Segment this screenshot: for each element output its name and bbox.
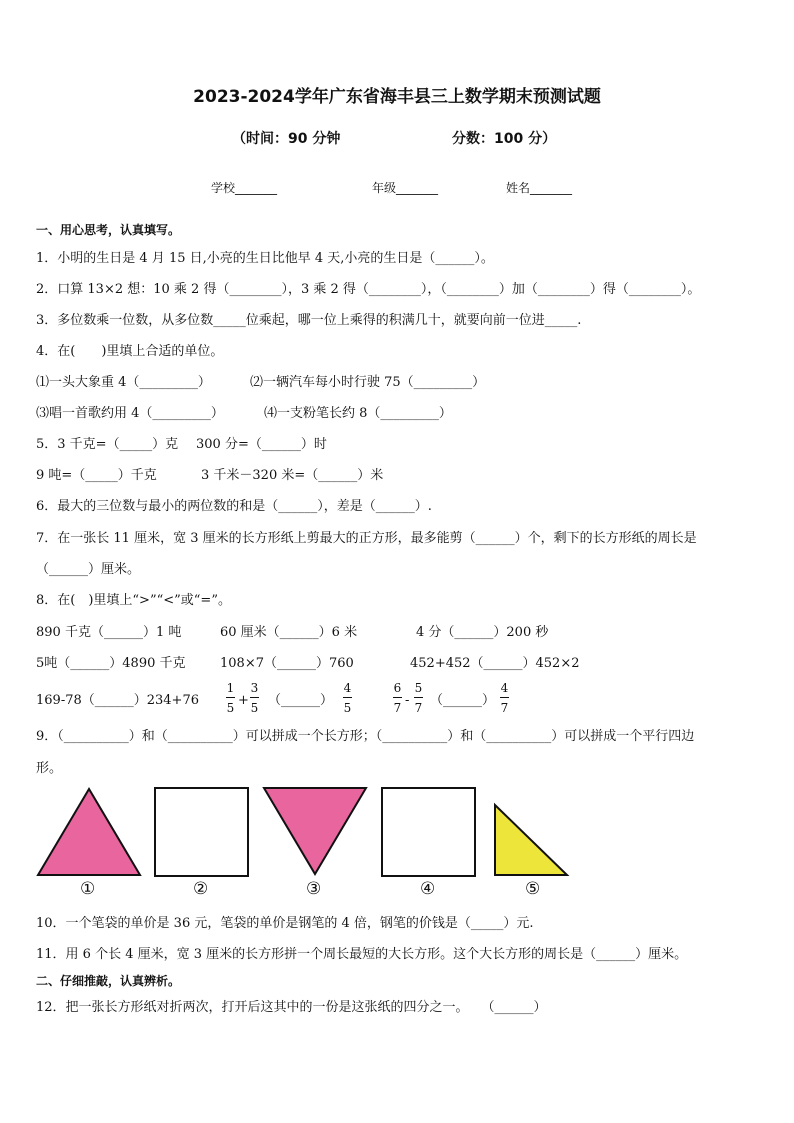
compare-item-5: 108×7（______）760: [220, 656, 354, 671]
shape-label-5: ⑤: [525, 879, 541, 899]
question-12: 12．把一张长方形纸对折两次，打开后这其中的一份是这张纸的四分之一。 （______）: [36, 1000, 547, 1015]
shape-label-2: ②: [193, 879, 209, 899]
shape-2-square: [155, 788, 248, 876]
question-4-part-3: ⑶唱一首歌约用 4（_________）: [36, 406, 224, 421]
question-5-part-1: 5．3 千克=（_____）克: [36, 437, 179, 452]
name-field: 姓名_______: [506, 181, 573, 195]
fraction-4-7: 4 7: [500, 681, 509, 715]
question-3: 3．多位数乘一位数，从多位数_____位乘起，哪一位上乘得的积满几十，就要向前一位进_____.: [36, 313, 582, 328]
question-7-line-1: 7．在一张长 11 厘米，宽 3 厘米的长方形纸上剪最大的正方形，最多能剪（______）个，剩下的长方形纸的周长是: [36, 531, 697, 546]
question-7-line-2: （______）厘米。: [36, 562, 141, 577]
exam-score: 分数：100 分）: [452, 131, 557, 147]
compare-blank-9: （______）: [430, 693, 496, 708]
compare-item-7: 169-78（______）234+76: [36, 693, 199, 708]
question-4-part-2: ⑵一辆汽车每小时行驶 75（_________）: [250, 375, 486, 390]
compare-item-6: 452+452（______）452×2: [410, 656, 580, 671]
compare-item-4: 5吨（______）4890 千克: [36, 656, 186, 671]
school-field: 学校_______: [211, 181, 278, 195]
compare-item-1: 890 千克（______）1 吨: [36, 625, 182, 640]
shape-3-inverted-pink-triangle: [264, 788, 366, 874]
section-heading-1: 一、用心思考，认真填写。: [36, 223, 181, 237]
compare-blank-8: （______）: [268, 693, 334, 708]
fraction-4-5: 4 5: [343, 681, 352, 715]
question-9-line-1: 9．（__________）和（__________）可以拼成一个长方形；（__________）和（__________）可以拼成一个平行四边: [36, 729, 695, 744]
shape-label-4: ④: [420, 879, 436, 899]
question-5-part-2: 300 分=（______）时: [196, 437, 327, 452]
question-5-part-4: 3 千米－320 米=（______）米: [201, 468, 384, 483]
section-heading-2: 二、仔细推敲，认真辨析。: [36, 974, 181, 988]
compare-item-3: 4 分（______）200 秒: [416, 625, 549, 640]
grade-field: 年级_______: [372, 181, 439, 195]
plus-sign: +: [238, 693, 249, 708]
question-11: 11．用 6 个长 4 厘米，宽 3 厘米的长方形拼一个周长最短的大长方形。这个大长方形的周长是（______）厘米。: [36, 947, 688, 962]
question-8-stem: 8．在( )里填上“>”“<”或“=”。: [36, 593, 231, 608]
fraction-6-7: 6 7: [393, 681, 402, 715]
question-4-part-4: ⑷一支粉笔长约 8（_________）: [264, 406, 452, 421]
question-6: 6．最大的三位数与最小的两位数的和是（______），差是（______）.: [36, 499, 432, 514]
question-2: 2．口算 13×2 想：10 乘 2 得（________），3 乘 2 得（________），（________）加（________）得（________）。: [36, 282, 701, 297]
shape-1-pink-triangle: [38, 789, 140, 875]
shape-label-3: ③: [306, 879, 322, 899]
shape-5-yellow-triangle: [495, 805, 567, 875]
fraction-1-5: 1 5: [226, 681, 235, 715]
shape-label-1: ①: [80, 879, 96, 899]
fraction-5-7: 5 7: [414, 681, 423, 715]
question-1: 1．小明的生日是 4 月 15 日,小亮的生日比他早 4 天,小亮的生日是（______）。: [36, 251, 494, 266]
shape-4-square: [382, 788, 475, 876]
question-9-line-2: 形。: [36, 761, 63, 776]
question-4-part-1: ⑴一头大象重 4（_________）: [36, 375, 211, 390]
exam-time: （时间：90 分钟: [232, 131, 341, 147]
minus-sign: -: [405, 693, 410, 708]
question-10: 10．一个笔袋的单价是 36 元，笔袋的单价是钢笔的 4 倍，钢笔的价钱是（_____）元.: [36, 916, 534, 931]
question-5-part-3: 9 吨=（_____）千克: [36, 468, 157, 483]
question-4-stem: 4．在( )里填上合适的单位。: [36, 344, 224, 359]
fraction-3-5: 3 5: [250, 681, 259, 715]
compare-item-2: 60 厘米（______）6 米: [220, 625, 358, 640]
page-title: 2023-2024学年广东省海丰县三上数学期末预测试题: [193, 87, 601, 107]
